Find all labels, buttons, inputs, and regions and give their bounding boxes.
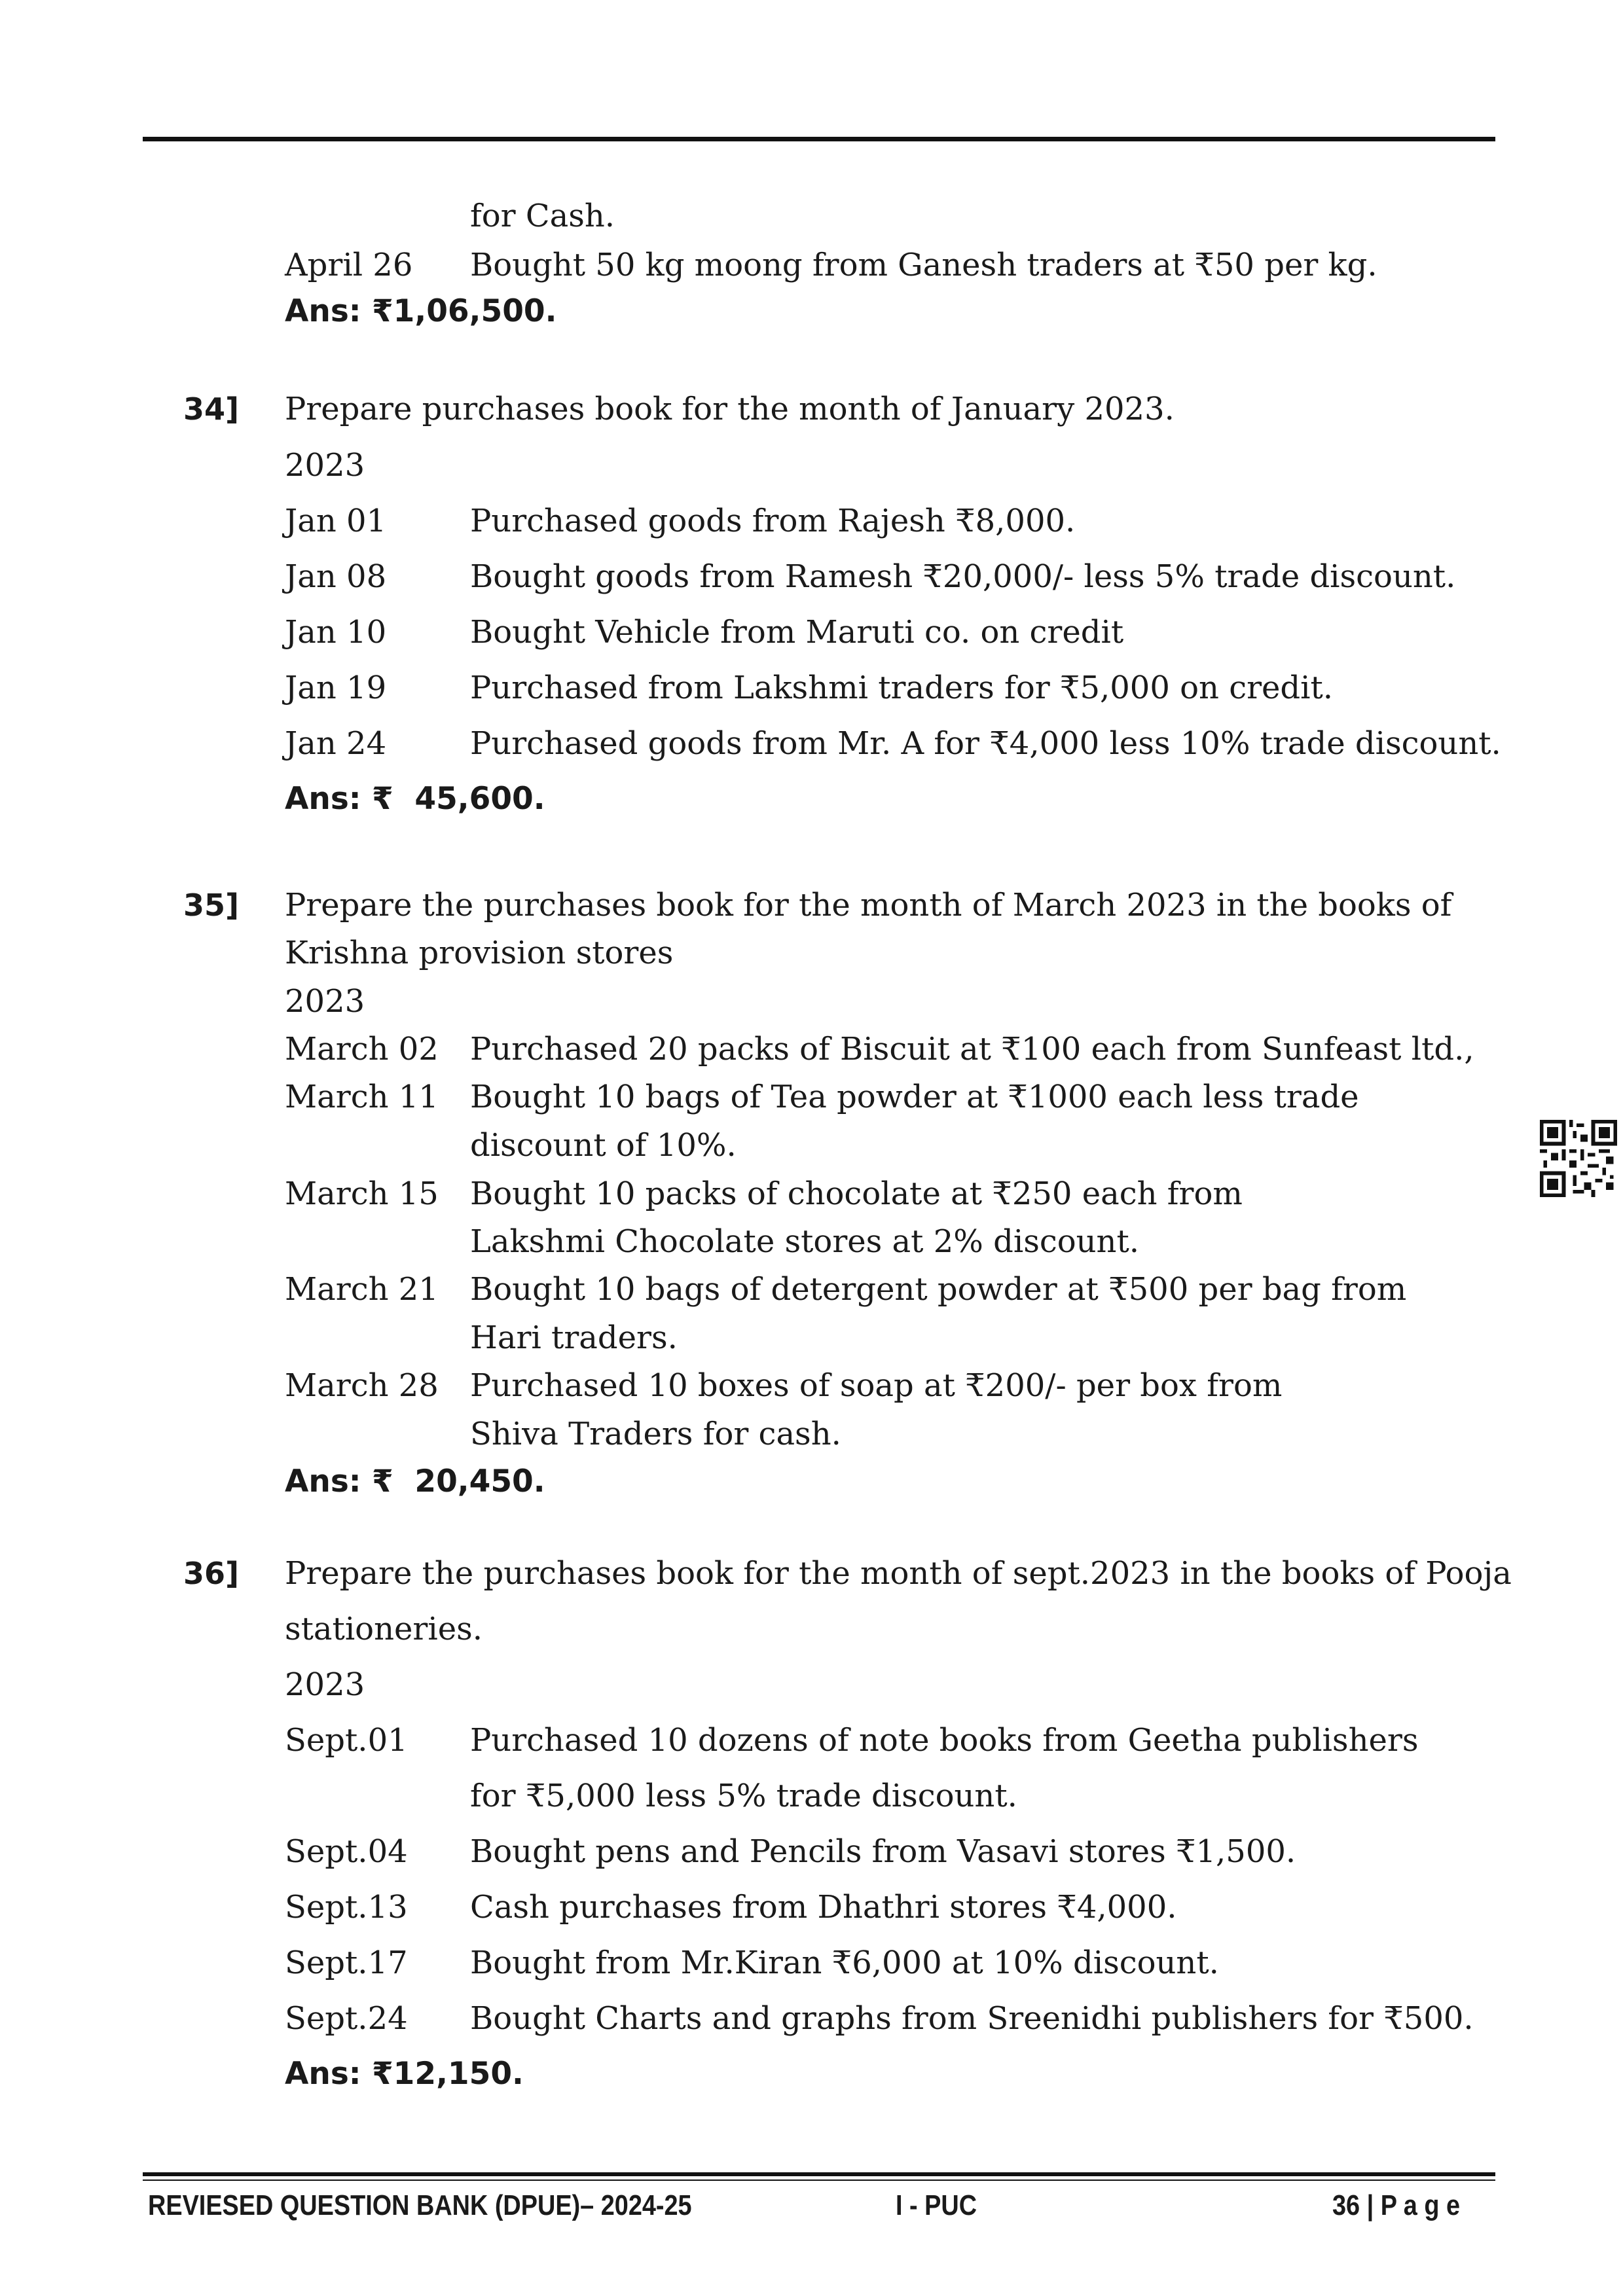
page-number: 36 | P a g e (1332, 2189, 1461, 2221)
entry-text-cont: discount of 10%. (470, 1127, 737, 1164)
entry-text: Bought goods from Ramesh ₹20,000/- less 5% trade discount. (470, 558, 1456, 595)
footer-title: REVIESED QUESTION BANK (DPUE)– 2024-25 (148, 2189, 692, 2221)
entry-text-cont: Lakshmi Chocolate stores at 2% discount. (470, 1223, 1139, 1260)
header-rule (143, 137, 1495, 141)
year-label: 2023 (285, 447, 365, 484)
entry-text-cont: for ₹5,000 less 5% trade discount. (470, 1778, 1017, 1814)
entry-date: Sept.13 (285, 1889, 408, 1926)
question-number: 35] (183, 888, 240, 923)
entry-text-cont: Shiva Traders for cash. (470, 1416, 841, 1452)
entry-date: Sept.04 (285, 1833, 408, 1870)
continuation-line: for Cash. (470, 198, 615, 234)
entry-date: Sept.17 (285, 1945, 408, 1981)
entry-text: Bought 50 kg moong from Ganesh traders at ₹50 per kg. (470, 247, 1377, 283)
entry-date: March 02 (285, 1031, 439, 1067)
entry-text: Bought Charts and graphs from Sreenidhi publishers for ₹500. (470, 2000, 1474, 2037)
entry-text: Bought from Mr.Kiran ₹6,000 at 10% discount. (470, 1945, 1219, 1981)
answer: Ans: ₹12,150. (285, 2056, 524, 2092)
entry-date: Sept.24 (285, 2000, 408, 2037)
qr-code (1540, 1120, 1617, 1197)
answer: Ans: ₹ 45,600. (285, 781, 545, 817)
entry-text: Purchased 10 dozens of note books from Geetha publishers (470, 1722, 1419, 1759)
question-text: Prepare the purchases book for the month of March 2023 in the books of (285, 887, 1452, 924)
question-text: Krishna provision stores (285, 935, 674, 971)
footer-class: I - PUC (896, 2189, 977, 2221)
entry-text: Purchased goods from Rajesh ₹8,000. (470, 503, 1076, 539)
entry-date: Jan 08 (285, 558, 387, 595)
entry-date: March 21 (285, 1271, 439, 1308)
entry-text: Cash purchases from Dhathri stores ₹4,000. (470, 1889, 1177, 1926)
question-number: 34] (183, 391, 240, 427)
year-label: 2023 (285, 1666, 365, 1703)
footer-rule (143, 2172, 1495, 2176)
entry-date: Sept.01 (285, 1722, 408, 1759)
entry-text: Bought Vehicle from Maruti co. on credit (470, 614, 1124, 651)
entry-date: Jan 19 (285, 670, 387, 706)
entry-text: Bought 10 bags of detergent powder at ₹500 per bag from (470, 1271, 1407, 1308)
answer: Ans: ₹1,06,500. (285, 293, 557, 329)
entry-text: Purchased from Lakshmi traders for ₹5,000 on credit. (470, 670, 1334, 706)
entry-date: Jan 24 (285, 725, 387, 762)
entry-date: Jan 10 (285, 614, 387, 651)
entry-date: March 28 (285, 1367, 439, 1404)
entry-text: Purchased goods from Mr. A for ₹4,000 less 10% trade discount. (470, 725, 1501, 762)
year-label: 2023 (285, 983, 365, 1020)
entry-text-cont: Hari traders. (470, 1319, 678, 1356)
entry-date: March 15 (285, 1175, 439, 1212)
footer-rule-thin (143, 2179, 1495, 2181)
question-text: Prepare the purchases book for the month of sept.2023 in the books of Pooja (285, 1555, 1512, 1592)
entry-date: April 26 (285, 247, 413, 283)
question-text: stationeries. (285, 1611, 483, 1647)
question-number: 36] (183, 1556, 240, 1591)
answer: Ans: ₹ 20,450. (285, 1463, 545, 1499)
entry-text: Purchased 10 boxes of soap at ₹200/- per box from (470, 1367, 1283, 1404)
entry-text: Bought pens and Pencils from Vasavi stores ₹1,500. (470, 1833, 1296, 1870)
entry-text: Purchased 20 packs of Biscuit at ₹100 each from Sunfeast ltd., (470, 1031, 1474, 1067)
entry-text: Bought 10 packs of chocolate at ₹250 each from (470, 1175, 1243, 1212)
entry-date: March 11 (285, 1079, 439, 1115)
entry-text: Bought 10 bags of Tea powder at ₹1000 each less trade (470, 1079, 1359, 1115)
entry-date: Jan 01 (285, 503, 387, 539)
question-text: Prepare purchases book for the month of January 2023. (285, 391, 1175, 427)
